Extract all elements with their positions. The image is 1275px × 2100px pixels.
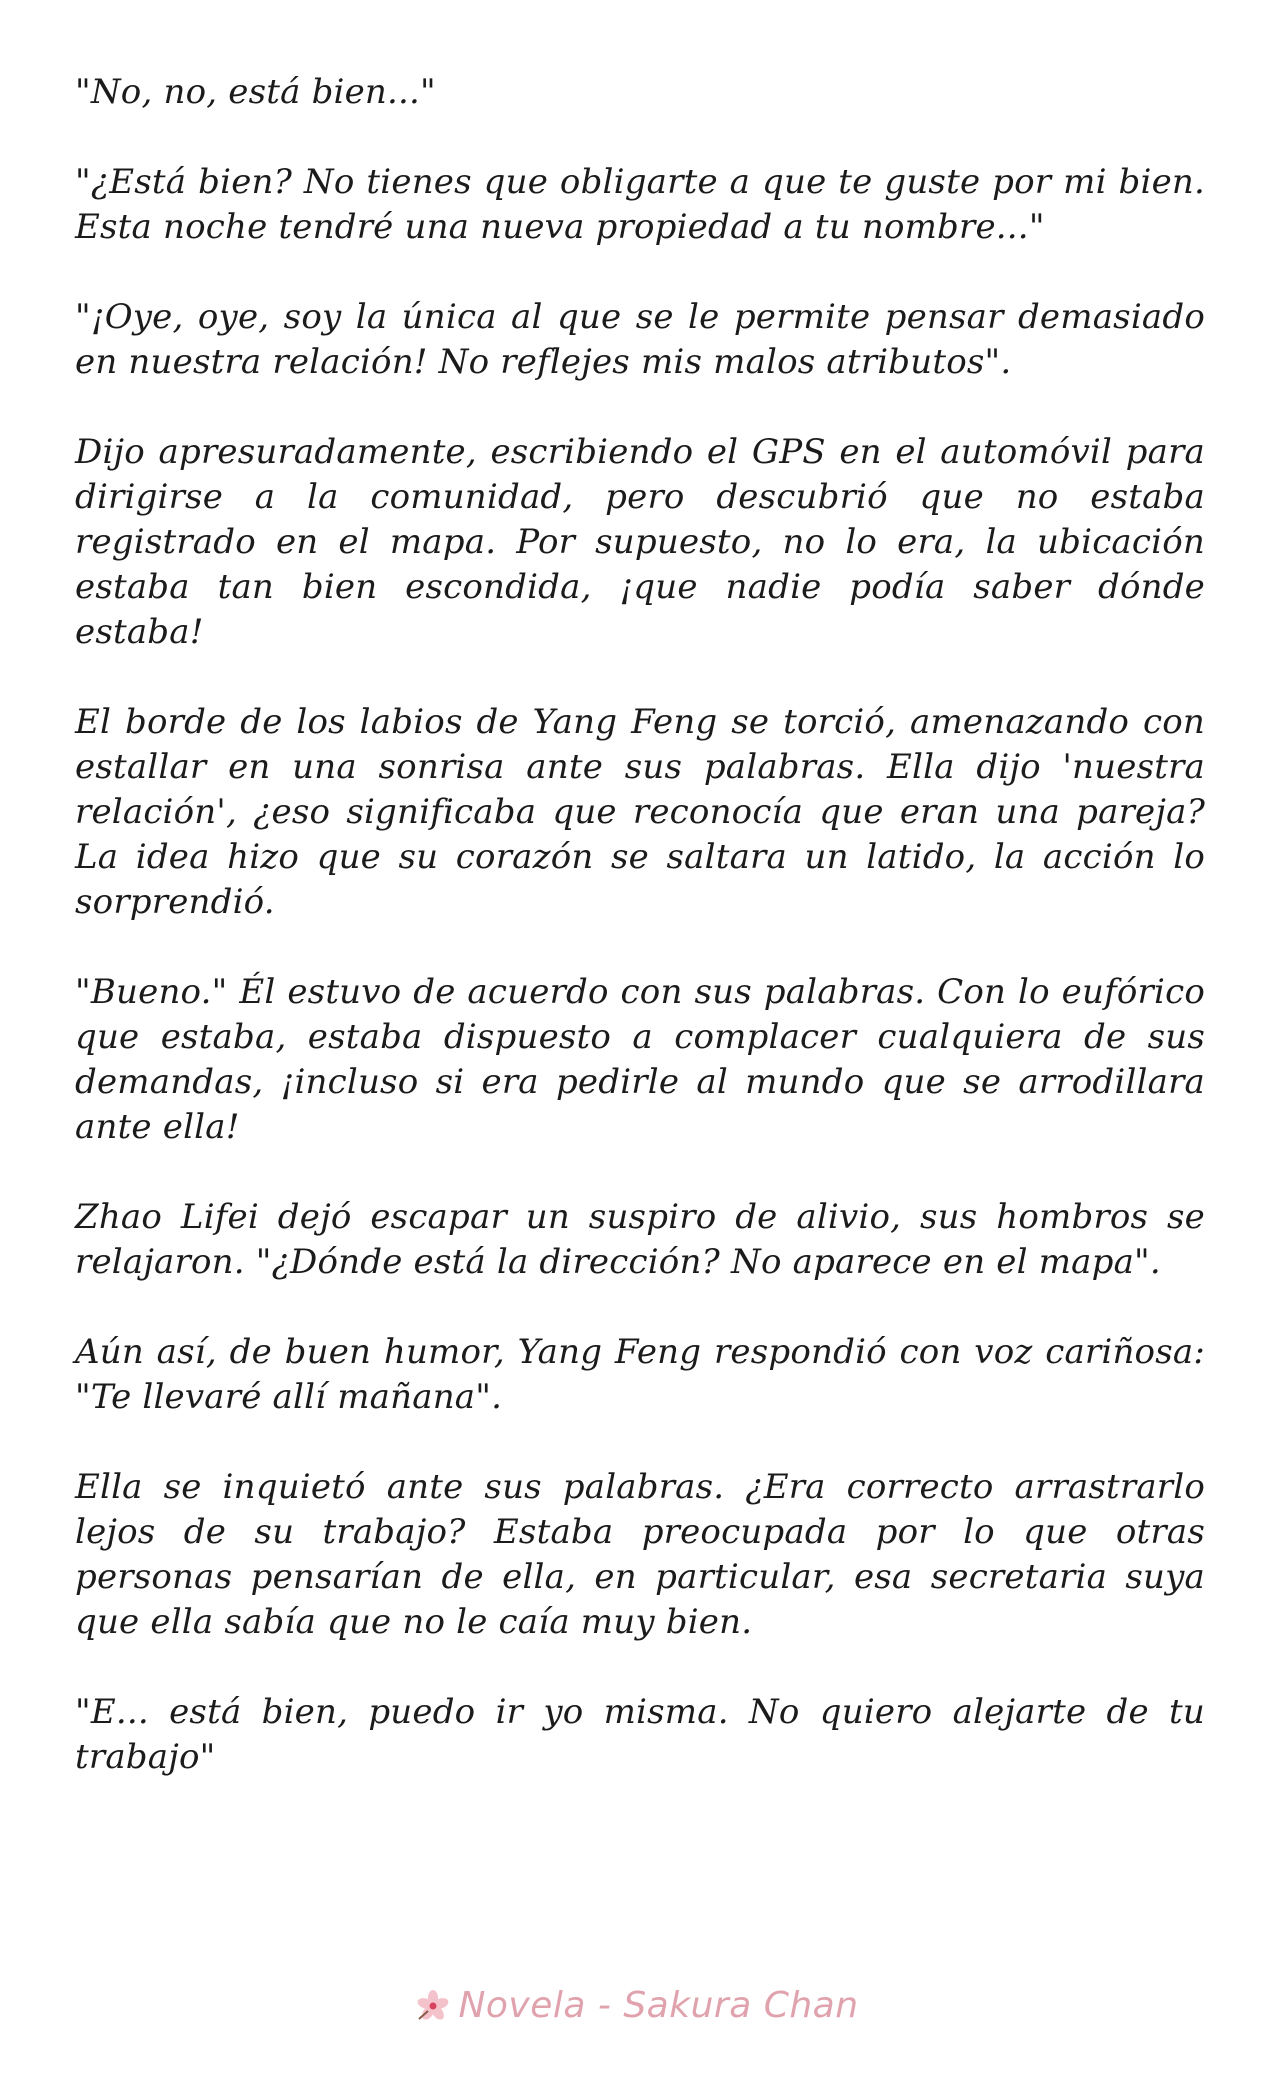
sakura-flower-icon: [416, 1989, 450, 2023]
watermark: [416, 1985, 858, 2026]
paragraph: "¿Está bien? No tienes que obligarte a que te guste por mi bien. Esta noche tendré una nueva propiedad a tu nombre...": [75, 162, 1205, 247]
watermark-text: Novela - Sakura Chan: [458, 1985, 859, 2026]
paragraph: "E... está bien, puedo ir yo misma. No quiero alejarte de tu trabajo": [75, 1692, 1205, 1777]
paragraph: El borde de los labios de Yang Feng se torció, amenazando con estallar en una sonrisa ante sus palabras. Ella dijo 'nuestra relación', ¿eso significaba que reconocía que eran una pareja? La idea hizo que su corazón se saltara un latido, la acción lo sorprendió.: [75, 702, 1205, 922]
paragraph: "Bueno." Él estuvo de acuerdo con sus palabras. Con lo eufórico que estaba, estaba dispuesto a complacer cualquiera de sus demandas, ¡incluso si era pedirle al mundo que se arrodillara ante ella!: [75, 972, 1205, 1147]
paragraph: "¡Oye, oye, soy la única al que se le permite pensar demasiado en nuestra relación! No reflejes mis malos atributos".: [75, 297, 1205, 382]
paragraph: Ella se inquietó ante sus palabras. ¿Era correcto arrastrarlo lejos de su trabajo? Estaba preocupada por lo que otras personas pensarían de ella, en particular, esa secretaria suya que ella sabía que no le caía muy bien.: [75, 1467, 1205, 1642]
paragraph: Zhao Lifei dejó escapar un suspiro de alivio, sus hombros se relajaron. "¿Dónde está la dirección? No aparece en el mapa".: [75, 1197, 1205, 1282]
document-body: [75, 70, 1205, 1825]
paragraph: "No, no, está bien...": [75, 72, 436, 112]
paragraph: Dijo apresuradamente, escribiendo el GPS en el automóvil para dirigirse a la comunidad, pero descubrió que no estaba registrado en el mapa. Por supuesto, no lo era, la ubicación estaba tan bien escondida, ¡que nadie podía saber dónde estaba!: [75, 432, 1205, 652]
paragraph: Aún así, de buen humor, Yang Feng respondió con voz cariñosa: "Te llevaré allí mañana".: [75, 1332, 1205, 1417]
watermark-footer: [0, 1985, 1275, 2045]
